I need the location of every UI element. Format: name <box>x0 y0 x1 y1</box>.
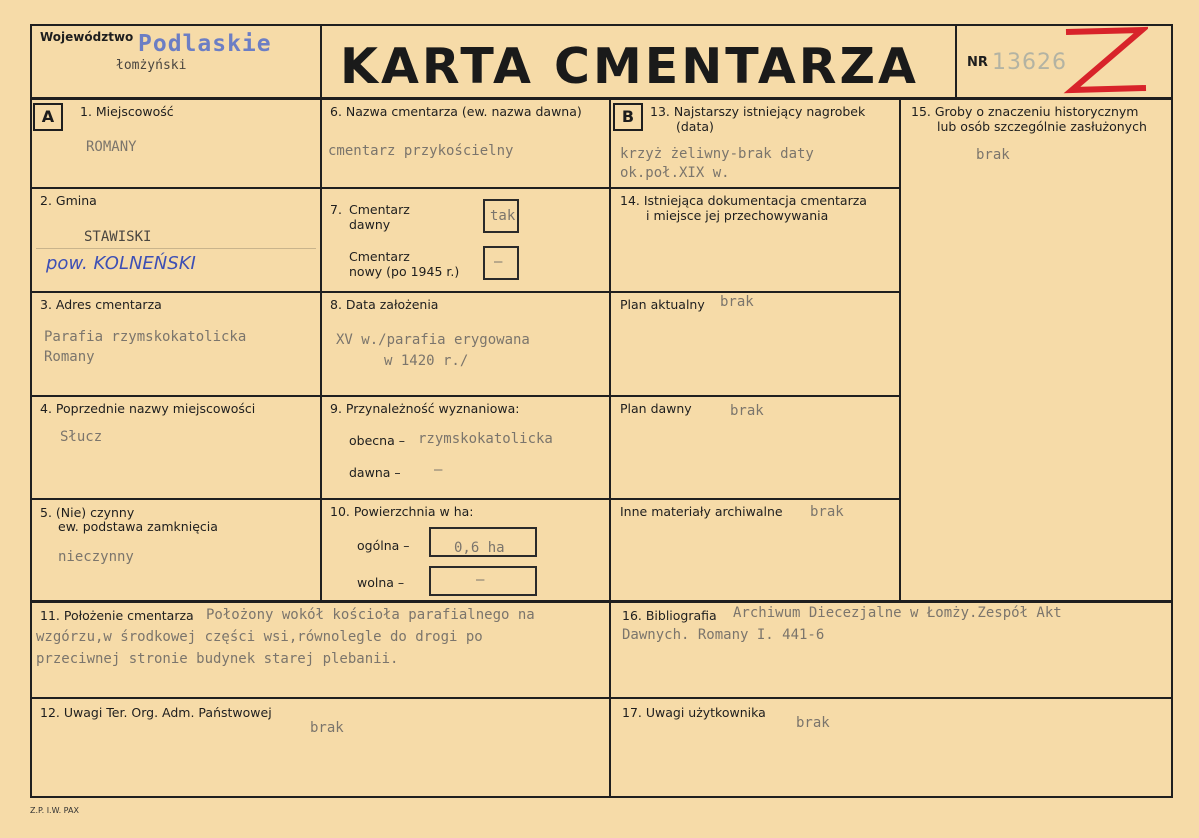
f14-plan-dawny-value: brak <box>730 403 764 419</box>
f14-label-2: i miejsce jej przechowywania <box>646 208 829 223</box>
f4-value: Słucz <box>60 429 103 445</box>
f14-plan-aktualny-value: brak <box>720 294 754 310</box>
f13-label-1: 13. Najstarszy istniejący nagrobek <box>650 104 866 119</box>
f6-value: cmentarz przykościelny <box>328 143 514 159</box>
row-divider-l2 <box>30 291 610 293</box>
frame-left <box>30 24 32 798</box>
f7-nowy-value: – <box>494 254 503 270</box>
z-mark-icon <box>1060 26 1148 98</box>
f14-plan-dawny-label: Plan dawny <box>620 401 692 416</box>
f13-label-2: (data) <box>676 119 714 134</box>
row-divider-m2 <box>610 291 900 293</box>
f3-line2: Romany <box>44 349 95 365</box>
f7-dawny-value: tak <box>490 208 516 224</box>
f9-obecna-label: obecna – <box>349 433 405 448</box>
f9-dawna-value: – <box>434 462 443 478</box>
section-a-marker: A <box>33 103 63 131</box>
f16-line2: Dawnych. Romany I. 441-6 <box>622 627 825 643</box>
f3-label: 3. Adres cmentarza <box>40 297 162 312</box>
f8-label: 8. Data założenia <box>330 297 439 312</box>
row-divider-m1 <box>610 187 900 189</box>
nr-label: NR <box>967 55 988 70</box>
wojewodztwo-label: Województwo <box>40 30 134 44</box>
f14-inne-value: brak <box>810 504 844 520</box>
f8-line2: w 1420 r./ <box>384 353 469 369</box>
f17-value: brak <box>796 715 830 731</box>
f15-label-1: 15. Groby o znaczeniu historycznym <box>911 104 1139 119</box>
f5-label-1: 5. (Nie) czynny <box>40 505 135 520</box>
section-b-marker: B <box>613 103 643 131</box>
f11-line2: wzgórzu,w środkowej części wsi,równolegle do drogi po <box>36 629 483 645</box>
f16-line1: Archiwum Diecezjalne w Łomży.Zespół Akt <box>733 605 1062 621</box>
rule-line-f2 <box>36 248 316 249</box>
f12-label: 12. Uwagi Ter. Org. Adm. Państwowej <box>40 705 272 720</box>
frame-top <box>30 24 1173 26</box>
f7-label: 7. <box>330 202 342 217</box>
f9-dawna-label: dawna – <box>349 465 401 480</box>
card-title: KARTA CMENTARZA <box>340 38 919 95</box>
header-divider <box>30 97 1173 100</box>
frame-right <box>1171 24 1173 798</box>
f1-label: 1. Miejscowość <box>80 104 174 119</box>
header-vline-2 <box>955 24 957 99</box>
row-divider-l4 <box>30 498 610 500</box>
frame-bottom <box>30 796 1173 798</box>
f4-label: 4. Poprzednie nazwy miejscowości <box>40 401 256 416</box>
f6-label: 6. Nazwa cmentarza (ew. nazwa dawna) <box>330 104 582 119</box>
row-divider-l1 <box>30 187 610 189</box>
f13-line2: ok.poł.XIX w. <box>620 165 730 181</box>
f1-value: ROMANY <box>86 139 137 155</box>
f10-wolna-label: wolna – <box>357 575 405 590</box>
f15-label-2: lub osób szczególnie zasłużonych <box>937 119 1147 134</box>
f13-line1: krzyż żeliwny-brak daty <box>620 146 814 162</box>
f17-label: 17. Uwagi użytkownika <box>622 705 766 720</box>
f3-line1: Parafia rzymskokatolicka <box>44 329 247 345</box>
f7-nowy-label-1: Cmentarz <box>349 249 410 264</box>
f9-obecna-value: rzymskokatolicka <box>418 431 553 447</box>
f2-value: STAWISKI <box>84 229 152 245</box>
f10-ogolna-value: 0,6 ha <box>454 540 505 556</box>
header-vline-1 <box>320 24 322 99</box>
f2-label: 2. Gmina <box>40 193 97 208</box>
f9-label: 9. Przynależność wyznaniowa: <box>330 401 520 416</box>
f10-ogolna-label: ogólna – <box>357 538 410 553</box>
col-divider-1 <box>320 98 322 600</box>
f2-handwritten: pow. KOLNEŃSKI <box>46 253 196 274</box>
f10-label: 10. Powierzchnia w ha: <box>330 504 474 519</box>
row-divider-m3 <box>610 395 900 397</box>
f7-dawny-label-2: dawny <box>349 217 391 232</box>
f7-dawny-label-1: Cmentarz <box>349 202 410 217</box>
f12-value: brak <box>310 720 344 736</box>
col-divider-3 <box>899 98 901 600</box>
f5-label-2: ew. podstawa zamknięcia <box>58 519 218 534</box>
printer-footer: Z.P. I.W. PAX <box>30 806 79 815</box>
f14-plan-aktualny-label: Plan aktualny <box>620 297 705 312</box>
f11-line3: przeciwnej stronie budynek starej plebanii. <box>36 651 399 667</box>
f16-label: 16. Bibliografia <box>622 608 717 623</box>
f10-wolna-value: – <box>476 572 485 588</box>
col-divider-2 <box>609 98 611 796</box>
f15-value: brak <box>976 147 1010 163</box>
f14-label-1: 14. Istniejąca dokumentacja cmentarza <box>620 193 867 208</box>
row-divider-m4 <box>610 498 900 500</box>
row-divider-lower-1 <box>30 600 1173 603</box>
row-divider-l3 <box>30 395 610 397</box>
wojewodztwo-stamp: Podlaskie <box>138 31 272 57</box>
f11-line1: Położony wokół kościoła parafialnego na <box>206 607 535 623</box>
row-divider-lower-2 <box>30 697 1173 699</box>
f11-label: 11. Położenie cmentarza <box>40 608 194 623</box>
f7-nowy-label-2: nowy (po 1945 r.) <box>349 264 460 279</box>
nr-value: 13626 <box>992 50 1067 75</box>
f14-inne-label: Inne materiały archiwalne <box>620 504 783 519</box>
wojewodztwo-typed: łomżyński <box>116 58 187 73</box>
f8-line1: XV w./parafia erygowana <box>336 332 530 348</box>
f5-value: nieczynny <box>58 549 134 565</box>
